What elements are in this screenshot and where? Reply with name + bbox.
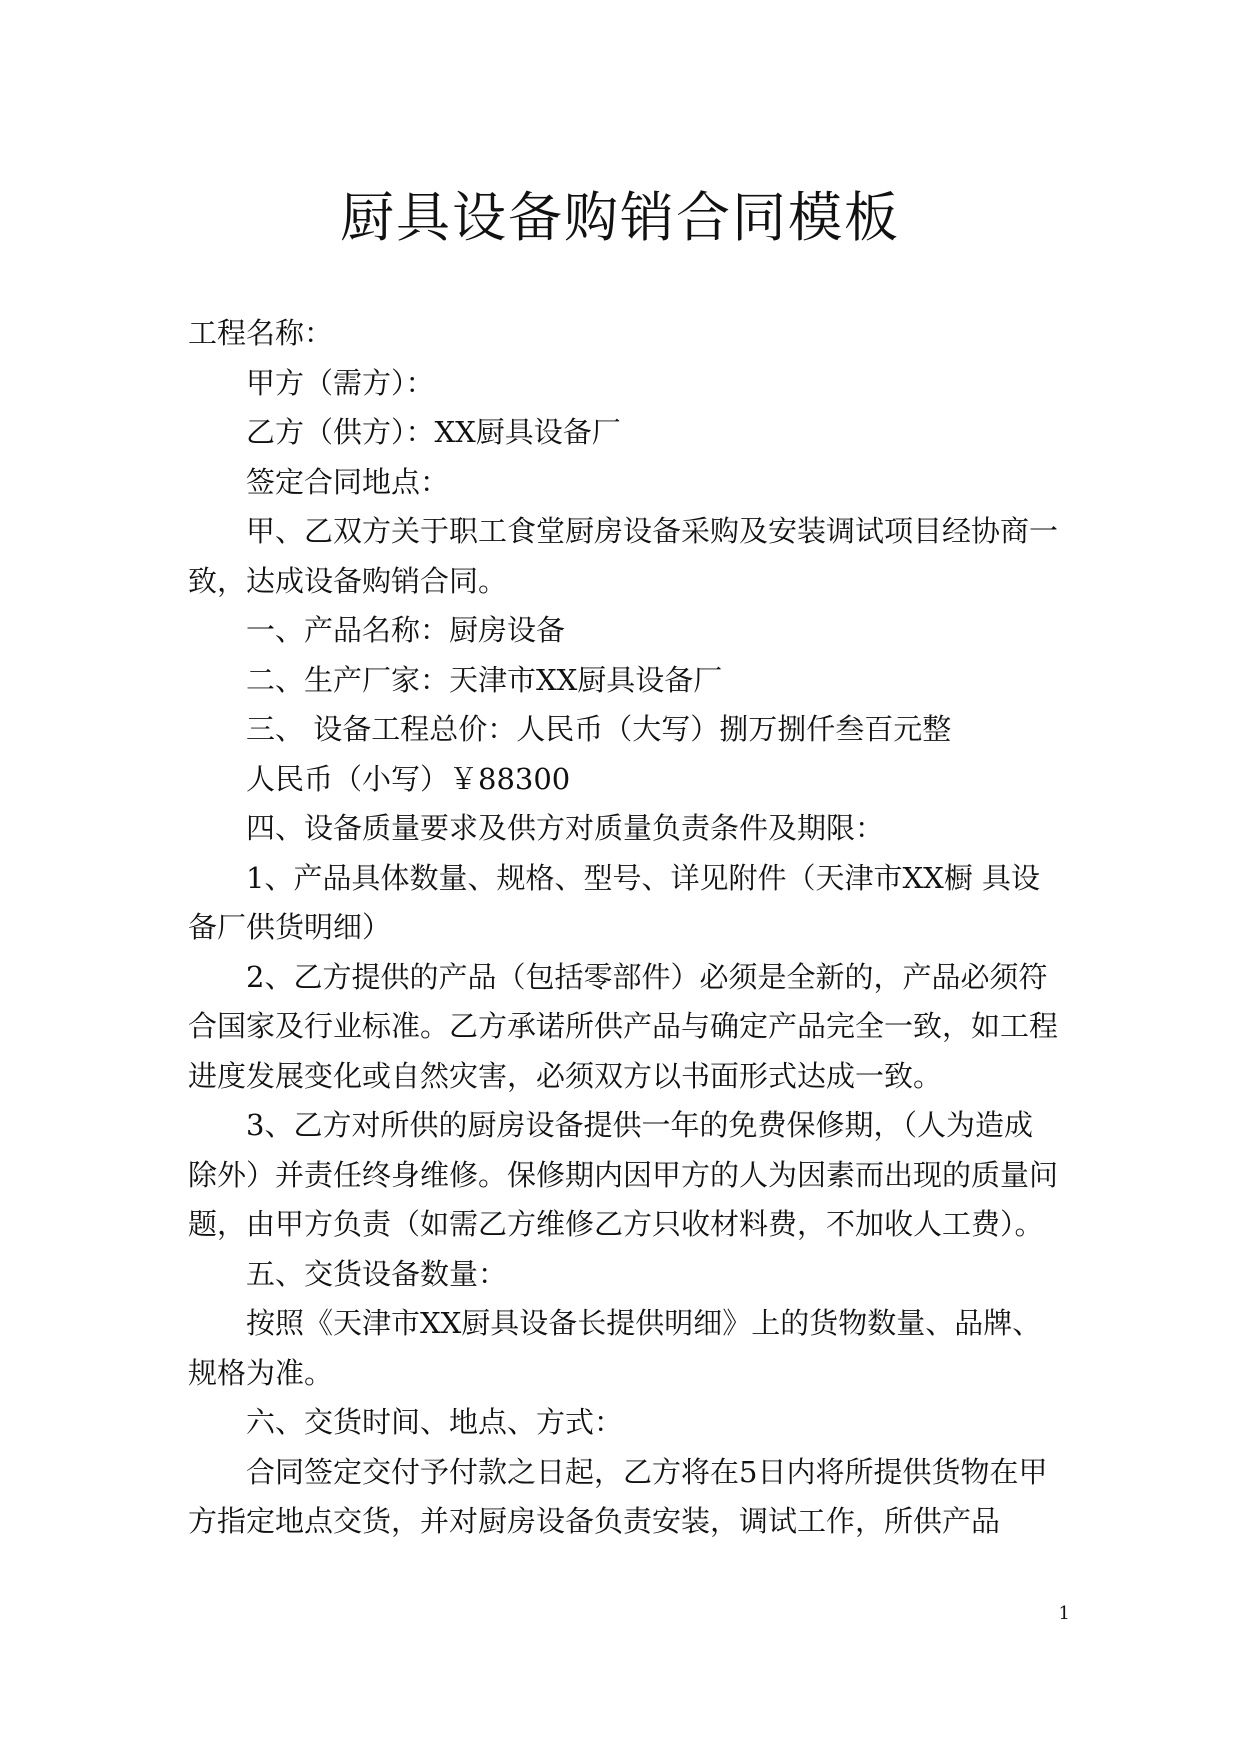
party-a-line: 甲方（需方）：	[246, 365, 435, 400]
clause-4-quality: 四、设备质量要求及供方对质量负责条件及期限：	[246, 811, 885, 845]
document-title: 厨具设备购销合同模板	[340, 186, 900, 249]
sign-place-line: 签定合同地点：	[246, 464, 450, 499]
project-name-line: 工程名称：	[188, 316, 334, 350]
document-body	[188, 309, 1058, 1547]
clause-4-3-warranty: 3、乙方对所供的厨房设备提供一年的免费保修期，（人为造成除外）并责任终身维修。保修期内因甲方的人为因素而出现的质量问题，由甲方负责（如需乙方维修乙方只收材料费，不加收人工费）。	[188, 1108, 1059, 1241]
clause-6-delivery-terms-text: 合同签定交付予付款之日起，乙方将在5日内将所提供货物在甲方指定地点交货，并对厨房设备负责安装，调试工作，所供产品	[188, 1454, 1048, 1538]
clause-4-2-new-products: 2、乙方提供的产品（包括零部件）必须是全新的，产品必须符合国家及行业标准。乙方承诺所供产品与确定产品完全一致，如工程进度发展变化或自然灾害，必须双方以书面形式达成一致。	[188, 959, 1059, 1093]
party-b-line: 乙方（供方）：XX厨具设备厂	[246, 415, 621, 449]
page-number: 1	[1058, 1603, 1070, 1624]
clause-3-total-price: 三、 设备工程总价：人民币（大写）捌万捌仟叁百元整	[246, 712, 952, 746]
clause-1-product-name: 一、产品名称：厨房设备	[246, 613, 566, 647]
clause-4-1-quantity-spec: 1、产品具体数量、规格、型号、详见附件（天津市XX橱 具设备厂供货明细）	[188, 860, 1040, 944]
clause-5-delivery-quantity: 五、交货设备数量：	[246, 1256, 508, 1291]
clause-2-manufacturer: 二、生产厂家：天津市XX厨具设备厂	[246, 662, 723, 697]
clause-6-delivery-terms: 六、交货时间、地点、方式：	[246, 1405, 624, 1439]
clause-5-delivery-quantity-text: 按照《天津市XX厨具设备长提供明细》上的货物数量、品牌、规格为准。	[188, 1306, 1042, 1390]
clause-3-price-figures: 人民币（小写）￥88300	[246, 761, 571, 796]
intro-paragraph: 甲、乙双方关于职工食堂厨房设备采购及安装调试项目经协商一致，达成设备购销合同。	[188, 514, 1059, 598]
